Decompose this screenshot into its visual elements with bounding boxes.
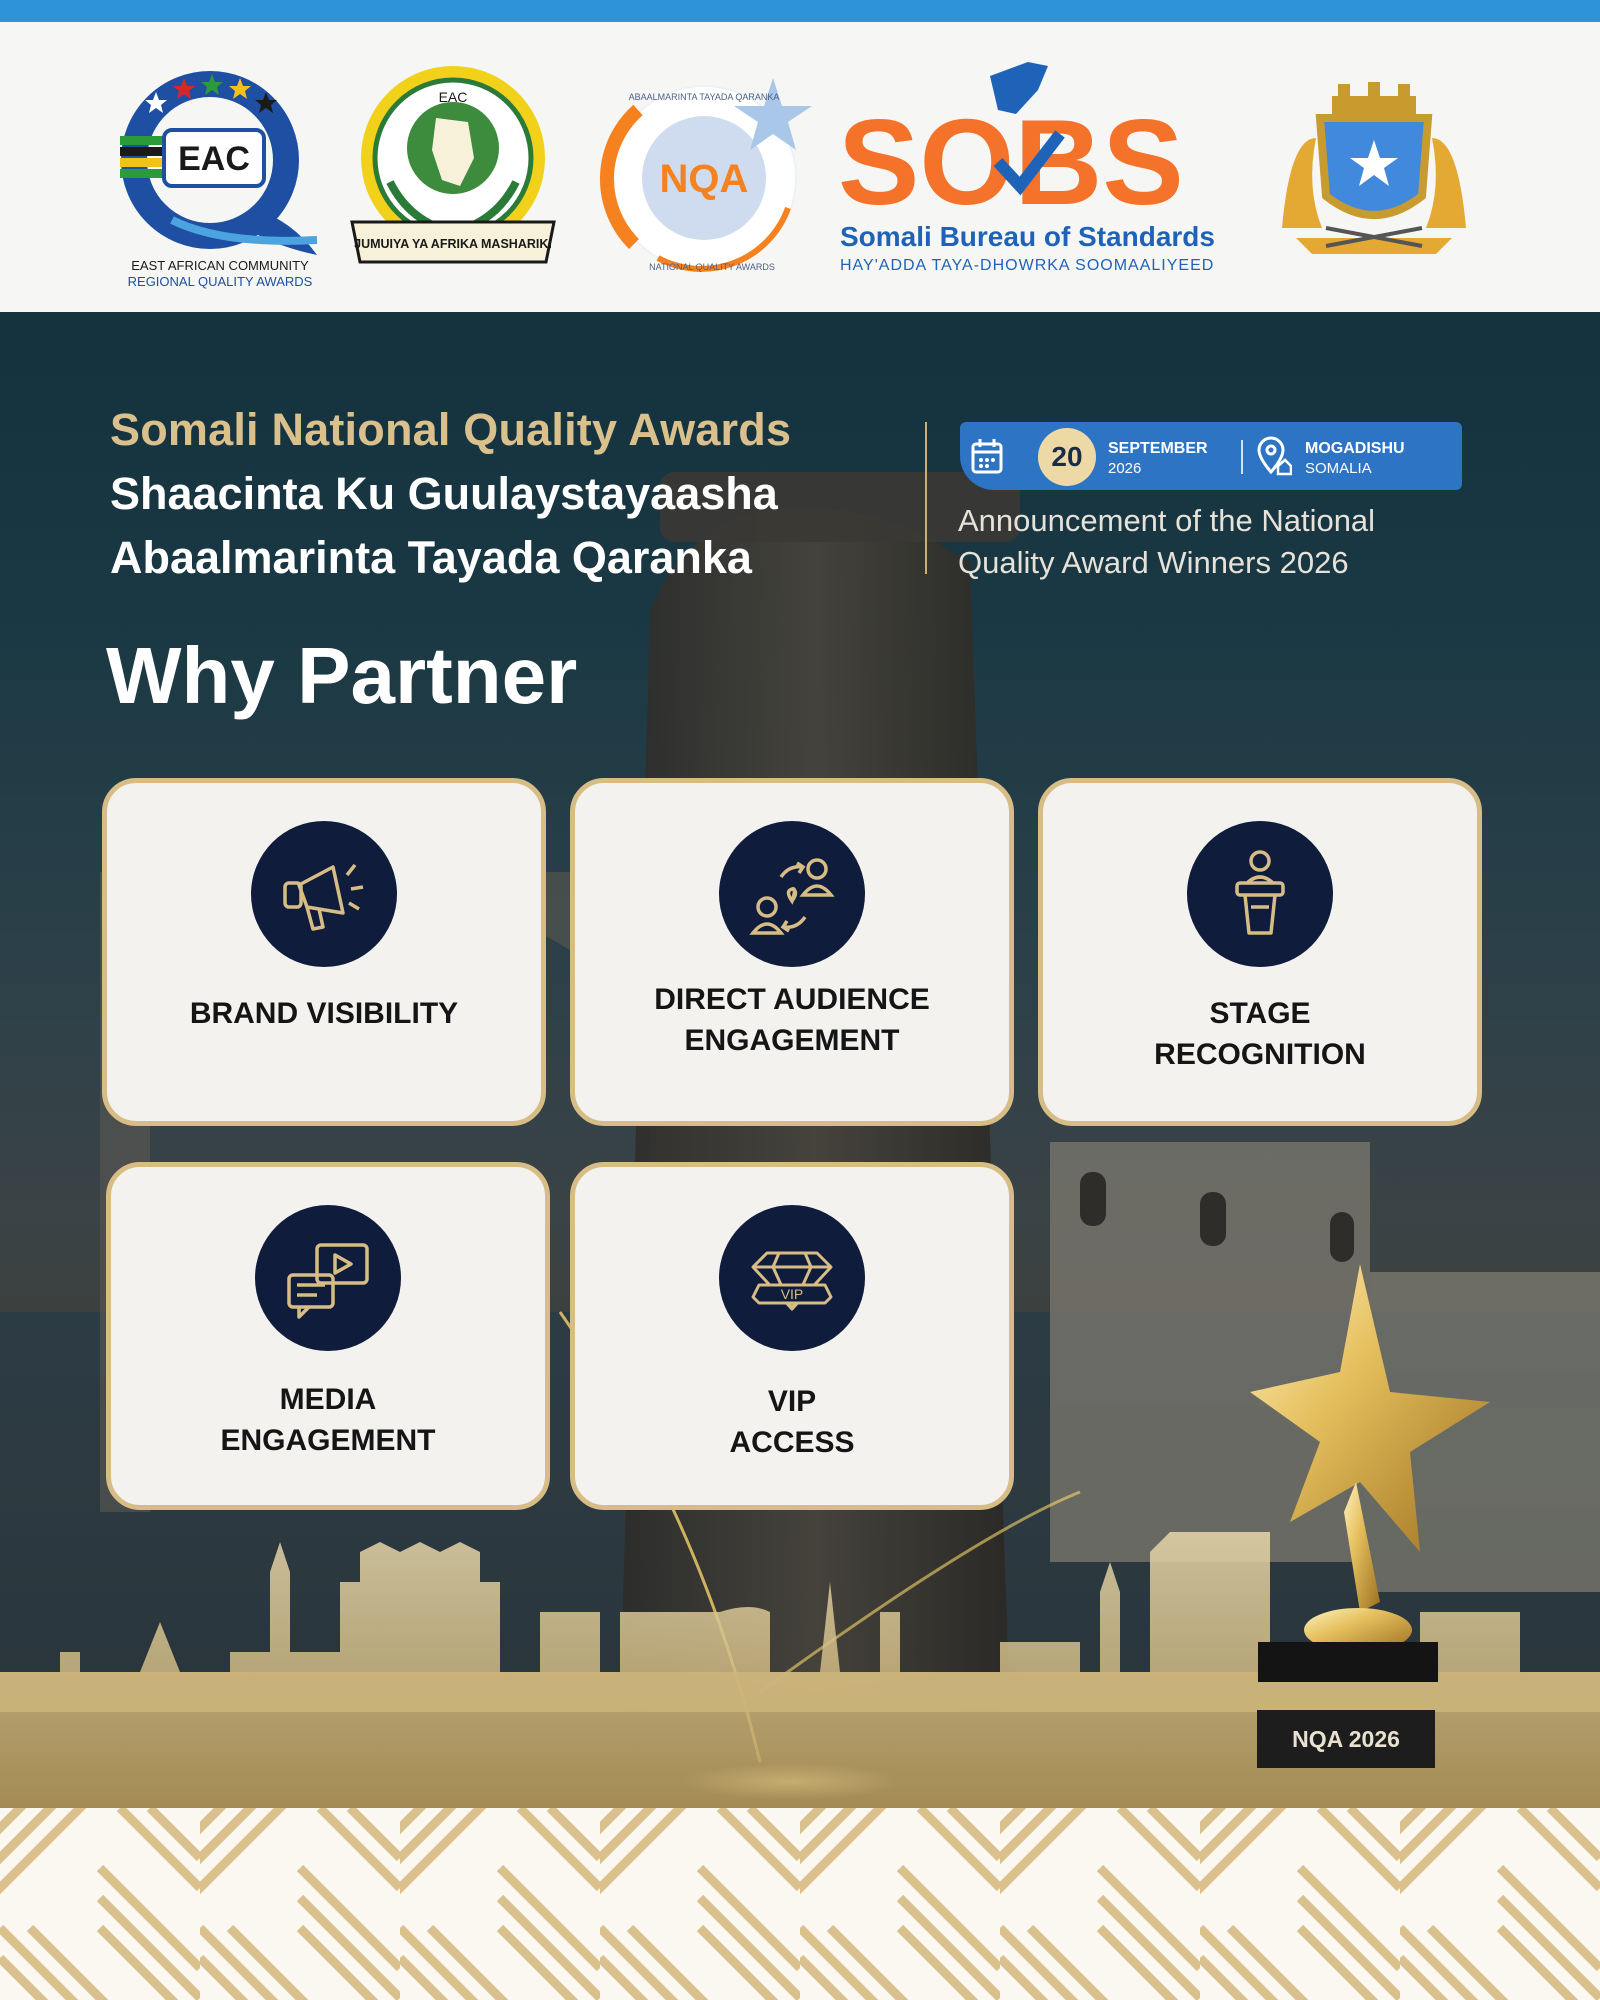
nqa-ring-top: ABAALMARINTA TAYADA QARANKA xyxy=(628,92,780,102)
somalia-coat-of-arms xyxy=(1276,78,1472,268)
card-label: BRAND VISIBILITY xyxy=(189,997,459,1030)
main-panel xyxy=(0,312,1600,1808)
decorative-pattern-band xyxy=(0,1808,1600,2000)
card-icon-circle xyxy=(251,821,397,967)
card-label-line1: MEDIA xyxy=(279,1383,377,1416)
logo-header xyxy=(0,22,1600,312)
eac-mark-text: EAC xyxy=(178,140,250,178)
card-icon-circle xyxy=(1187,821,1333,967)
megaphone-icon xyxy=(251,821,397,967)
pill-separator xyxy=(1241,440,1243,474)
card-label-line2: ENGAGEMENT xyxy=(220,1424,436,1457)
sobs-mark-text: SOBS xyxy=(838,94,1184,230)
sobs-logo xyxy=(838,54,1236,284)
event-country: SOMALIA xyxy=(1305,460,1372,477)
card-media-engagement xyxy=(106,1162,550,1510)
eac-logo-line2: REGIONAL QUALITY AWARDS xyxy=(127,274,313,289)
card-label-line1: VIP xyxy=(767,1385,817,1418)
awards-title-english: Somali National Quality Awards xyxy=(110,404,792,455)
event-city: MOGADISHU xyxy=(1305,440,1405,457)
event-day: 20 xyxy=(1038,428,1096,486)
announcement-line2: Quality Award Winners 2026 xyxy=(958,545,1349,580)
vip-diamond-icon xyxy=(719,1205,865,1351)
chevron-pattern xyxy=(0,1808,1600,2000)
card-icon-circle xyxy=(719,821,865,967)
card-label-line1: STAGE xyxy=(1209,997,1311,1030)
card-brand-visibility xyxy=(102,778,546,1126)
audience-engagement-icon xyxy=(719,821,865,967)
media-video-chat-icon xyxy=(255,1205,401,1351)
eac-emblem-ribbon: JUMUIYA YA AFRIKA MASHARIKI xyxy=(354,237,552,251)
top-accent-bar xyxy=(0,0,1600,22)
sobs-line2: HAY'ADDA TAYA-DHOWRKA SOOMAALIYEED xyxy=(840,257,1215,274)
event-year: 2026 xyxy=(1108,460,1142,477)
card-direct-audience-engagement xyxy=(570,778,1014,1126)
nqa-ring-bottom: NATIONAL QUALITY AWARDS xyxy=(649,262,775,272)
card-icon-circle xyxy=(255,1205,401,1351)
awards-title-somali-line2: Abaalmarinta Tayada Qaranka xyxy=(110,532,752,583)
eac-emblem-mark: EAC xyxy=(438,89,468,105)
svg-text:VIP: VIP xyxy=(780,1286,804,1302)
card-label-line1: DIRECT AUDIENCE xyxy=(654,983,930,1016)
card-label-line2: ACCESS xyxy=(729,1426,855,1459)
location-pin-icon xyxy=(1256,436,1292,476)
header-divider xyxy=(925,422,927,574)
announcement-text xyxy=(958,500,1478,584)
card-vip-access xyxy=(570,1162,1014,1510)
eac-logo-line1: EAST AFRICAN COMMUNITY xyxy=(131,258,309,273)
card-stage-recognition xyxy=(1038,778,1482,1126)
eac-emblem-logo xyxy=(350,62,556,282)
podium-speaker-icon xyxy=(1187,821,1333,967)
sobs-line1: Somali Bureau of Standards xyxy=(840,221,1215,252)
nqa-logo xyxy=(598,58,818,298)
announcement-line1: Announcement of the National xyxy=(958,503,1376,538)
section-title: Why Partner xyxy=(106,631,578,720)
card-icon-circle xyxy=(719,1205,865,1351)
card-label-line2: RECOGNITION xyxy=(1154,1038,1366,1071)
trophy-badge: NQA 2026 xyxy=(1257,1710,1435,1768)
nqa-mark-text: NQA xyxy=(659,157,749,201)
awards-title-somali-line1: Shaacinta Ku Guulaystayaasha xyxy=(110,468,778,519)
calendar-icon xyxy=(970,436,1004,476)
eac-quality-awards-logo xyxy=(112,70,338,290)
card-label-line2: ENGAGEMENT xyxy=(684,1024,900,1057)
event-month: SEPTEMBER xyxy=(1108,440,1208,457)
